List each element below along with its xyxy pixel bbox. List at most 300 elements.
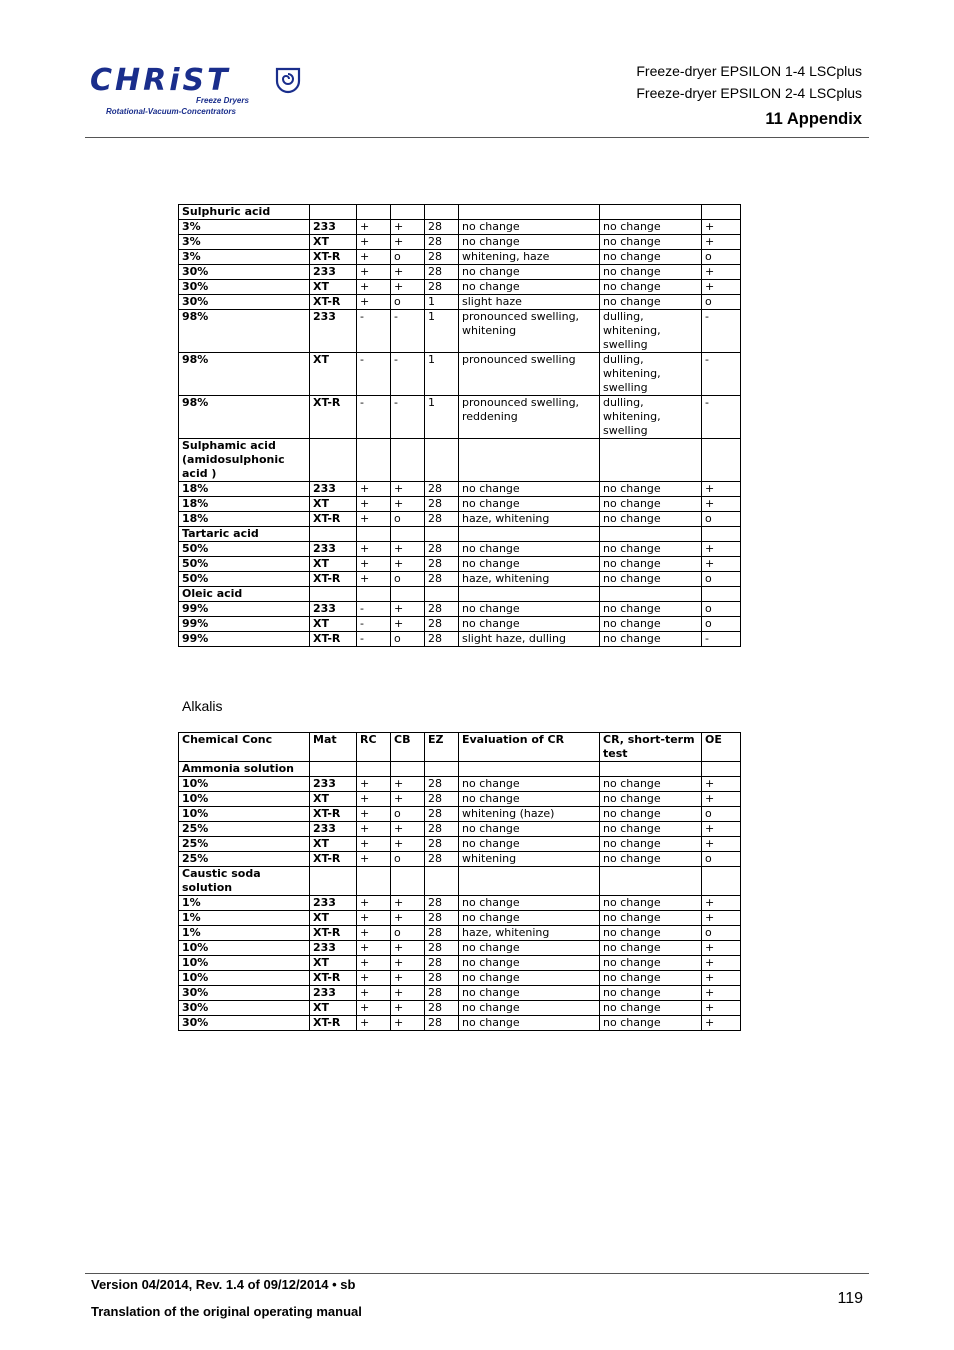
table-cell: 233 [310,310,357,353]
table-cell: + [702,777,741,792]
table-cell: 28 [425,822,459,837]
table-cell: no change [459,220,600,235]
table-row [179,807,741,822]
table-cell: + [357,1016,391,1031]
table-cell [600,762,702,777]
column-header: Mat [310,733,357,762]
christ-logo [90,64,320,120]
table-cell [391,762,425,777]
table-cell: XT [310,911,357,926]
acids-resistance-table [178,204,741,647]
table-row [179,777,741,792]
table-cell: no change [600,822,702,837]
table-cell: o [391,295,425,310]
table-cell: no change [600,497,702,512]
table-cell: 28 [425,602,459,617]
table-cell [310,587,357,602]
table-row [179,837,741,852]
table-cell: 28 [425,807,459,822]
table-cell: no change [459,1016,600,1031]
alkalis-resistance-table [178,732,741,1031]
table-cell: + [357,542,391,557]
table-cell: haze, whitening [459,512,600,527]
table-cell: 10% [179,777,310,792]
table-cell: 233 [310,265,357,280]
table-cell: 28 [425,617,459,632]
table-cell: + [391,896,425,911]
table-cell: 25% [179,852,310,867]
table-cell: XT-R [310,971,357,986]
table-row [179,852,741,867]
table-cell: 10% [179,956,310,971]
table-cell: no change [600,512,702,527]
table-cell: pronounced swelling, whitening [459,310,600,353]
table-row [179,250,741,265]
table-cell [459,762,600,777]
table-row [179,1016,741,1031]
table-cell: XT [310,956,357,971]
table-cell: no change [600,542,702,557]
table-cell: + [391,482,425,497]
table-cell [702,867,741,896]
table-cell: 28 [425,956,459,971]
table-cell: no change [600,557,702,572]
table-cell: 30% [179,1016,310,1031]
table-row [179,295,741,310]
table-cell: 1% [179,926,310,941]
table-row [179,867,741,896]
table-cell: 30% [179,280,310,295]
table-cell: + [357,482,391,497]
table-cell: + [357,497,391,512]
table-cell [425,762,459,777]
table-cell: 1 [425,353,459,396]
header-divider [85,137,869,138]
table-cell: haze, whitening [459,926,600,941]
table-cell: - [357,353,391,396]
table-cell: 18% [179,497,310,512]
table-cell [357,867,391,896]
table-cell: 99% [179,602,310,617]
table-cell: + [702,896,741,911]
table-cell: + [702,280,741,295]
table-cell: 99% [179,617,310,632]
table-cell: o [391,926,425,941]
table-cell: - [702,396,741,439]
table-cell: + [357,896,391,911]
table-cell: no change [459,497,600,512]
table-cell: + [391,971,425,986]
table-cell: no change [600,295,702,310]
table-row [179,941,741,956]
column-header: OE [702,733,741,762]
table-cell: no change [459,617,600,632]
table-cell: 30% [179,295,310,310]
table-cell: haze, whitening [459,572,600,587]
table-cell: no change [600,1016,702,1031]
table-cell: XT [310,1001,357,1016]
table-cell: 10% [179,941,310,956]
table-cell: + [391,837,425,852]
translation-note: Translation of the original operating manual [91,1304,362,1319]
table-cell: 233 [310,602,357,617]
table-row [179,602,741,617]
table-cell: 28 [425,632,459,647]
table-cell: 1% [179,896,310,911]
section-label-alkalis: Alkalis [182,698,223,714]
logo-wordmark: CHRiST [90,63,231,98]
table-cell: + [391,220,425,235]
table-cell [600,587,702,602]
table-cell [357,762,391,777]
table-cell: no change [459,941,600,956]
table-cell: XT-R [310,852,357,867]
table-cell: no change [459,822,600,837]
table-cell [702,205,741,220]
table-cell [425,587,459,602]
table-cell: whitening, haze [459,250,600,265]
table-cell: 18% [179,482,310,497]
table-cell: 1 [425,396,459,439]
table-cell: Tartaric acid [179,527,310,542]
table-row [179,353,741,396]
table-cell: + [702,986,741,1001]
table-cell: + [391,497,425,512]
table-cell [459,205,600,220]
table-cell: 28 [425,777,459,792]
table-cell: - [357,396,391,439]
table-cell: no change [459,896,600,911]
table-cell [357,527,391,542]
table-cell: o [391,512,425,527]
table-cell: 28 [425,497,459,512]
table-cell: - [702,632,741,647]
table-cell: + [391,956,425,971]
table-cell: 28 [425,986,459,1001]
table-cell: Sulphamic acid (amidosulphonic acid ) [179,439,310,482]
table-cell: no change [600,852,702,867]
table-cell: no change [459,777,600,792]
table-row [179,542,741,557]
table-cell: 28 [425,250,459,265]
table-cell: no change [600,572,702,587]
table-cell: 28 [425,1001,459,1016]
table-cell: o [391,632,425,647]
table-cell: no change [459,792,600,807]
table-cell: + [357,220,391,235]
table-cell [391,587,425,602]
table-cell: + [357,265,391,280]
table-cell: no change [600,617,702,632]
table-cell: + [702,956,741,971]
column-header: Chemical Conc [179,733,310,762]
table-cell: XT-R [310,295,357,310]
table-cell: 28 [425,557,459,572]
table-cell: no change [600,792,702,807]
table-cell: + [357,956,391,971]
table-cell [702,587,741,602]
table-row [179,926,741,941]
table-cell: 1% [179,911,310,926]
table-row [179,235,741,250]
table-cell: XT-R [310,250,357,265]
table-cell: 233 [310,896,357,911]
table-cell: 233 [310,542,357,557]
table-cell: 3% [179,250,310,265]
table-cell: o [702,250,741,265]
section-title: 11 Appendix [765,110,862,128]
table-cell: XT-R [310,1016,357,1031]
table-cell: no change [600,837,702,852]
table-cell: - [357,632,391,647]
table-cell: + [391,265,425,280]
table-cell: 98% [179,396,310,439]
table-cell: 1 [425,310,459,353]
table-cell: o [702,807,741,822]
table-row [179,956,741,971]
table-cell: 28 [425,911,459,926]
table-cell: 10% [179,971,310,986]
table-cell: + [702,497,741,512]
table-cell: - [357,617,391,632]
table-cell [357,439,391,482]
table-cell [310,762,357,777]
table-row [179,265,741,280]
table-cell: + [391,542,425,557]
table-cell: no change [600,602,702,617]
table-cell: - [391,310,425,353]
logo-subtitle-rvc: Rotational-Vacuum-Concentrators [106,107,236,116]
table-cell: 28 [425,971,459,986]
table-cell: + [391,822,425,837]
table-cell: + [357,807,391,822]
table-cell: XT [310,235,357,250]
table-cell: - [357,310,391,353]
table-cell: + [357,941,391,956]
table-cell [459,527,600,542]
table-cell: + [357,911,391,926]
table-cell: + [702,822,741,837]
table-cell: whitening (haze) [459,807,600,822]
table-cell: + [391,941,425,956]
table-cell: o [391,250,425,265]
table-cell: dulling, whitening, swelling [600,310,702,353]
table-cell: XT [310,280,357,295]
table-cell: + [391,1016,425,1031]
table-cell: 28 [425,792,459,807]
table-row [179,280,741,295]
table-cell: slight haze, dulling [459,632,600,647]
table-cell [425,439,459,482]
table-row [179,971,741,986]
table-cell: 1 [425,295,459,310]
table-cell: no change [600,971,702,986]
table-row [179,497,741,512]
version-info: Version 04/2014, Rev. 1.4 of 09/12/2014 • sb [91,1277,356,1292]
table-cell [702,527,741,542]
table-row [179,986,741,1001]
table-cell: - [391,353,425,396]
table-cell: + [391,602,425,617]
table-cell: - [702,310,741,353]
table-cell: + [702,1016,741,1031]
table-cell: + [391,557,425,572]
table-cell: 233 [310,822,357,837]
table-cell: XT [310,557,357,572]
table-cell [310,205,357,220]
table-cell: Caustic soda solution [179,867,310,896]
table-cell: no change [600,941,702,956]
column-header: RC [357,733,391,762]
table-cell: no change [600,896,702,911]
table-cell: 233 [310,986,357,1001]
spiral-seal-icon [274,66,302,94]
table-cell [702,762,741,777]
table-cell: 28 [425,926,459,941]
table-cell [391,205,425,220]
table-cell: 30% [179,265,310,280]
table-cell: + [702,837,741,852]
table-cell: 10% [179,792,310,807]
table-cell: 28 [425,542,459,557]
table-cell: + [391,777,425,792]
table-cell [310,439,357,482]
table-row [179,482,741,497]
table-cell: o [702,602,741,617]
table-cell: 28 [425,896,459,911]
table-cell: + [391,792,425,807]
table-cell: + [357,837,391,852]
table-cell: o [702,617,741,632]
table-cell: no change [600,911,702,926]
table-cell: no change [600,250,702,265]
table-cell: + [357,557,391,572]
table-cell: + [702,235,741,250]
table-row [179,557,741,572]
table-cell: 233 [310,220,357,235]
table-cell [310,867,357,896]
table-cell: o [702,512,741,527]
table-cell: no change [459,911,600,926]
table-cell: 28 [425,482,459,497]
column-header: Evaluation of CR [459,733,600,762]
table-cell: XT-R [310,396,357,439]
table-cell: + [357,512,391,527]
table-cell: + [357,1001,391,1016]
table-cell: + [357,295,391,310]
table-cell: + [702,265,741,280]
table-cell [357,587,391,602]
table-cell: 25% [179,837,310,852]
table-cell: 98% [179,353,310,396]
table-cell: XT-R [310,807,357,822]
table-row [179,792,741,807]
table-row [179,220,741,235]
table-cell: 10% [179,807,310,822]
table-cell: no change [459,956,600,971]
table-cell [459,587,600,602]
table-cell: no change [459,482,600,497]
table-cell: 28 [425,572,459,587]
table-row [179,911,741,926]
table-cell [600,867,702,896]
table-cell: o [702,926,741,941]
table-cell: + [391,986,425,1001]
table-cell: + [357,250,391,265]
table-cell: 233 [310,941,357,956]
table-cell: no change [600,482,702,497]
table-row [179,632,741,647]
table-cell [425,867,459,896]
table-cell: no change [600,926,702,941]
table-cell: no change [459,837,600,852]
table-row [179,205,741,220]
table-cell: pronounced swelling, reddening [459,396,600,439]
table-cell: 28 [425,220,459,235]
table-row [179,439,741,482]
table-cell: + [702,971,741,986]
table-cell: no change [600,235,702,250]
table-row [179,617,741,632]
table-cell: + [357,280,391,295]
table-cell: 28 [425,941,459,956]
table-cell [702,439,741,482]
table-cell: 3% [179,220,310,235]
table-cell: 25% [179,822,310,837]
table-cell: XT-R [310,512,357,527]
table-cell: + [357,822,391,837]
table-cell: 50% [179,557,310,572]
table-cell [391,867,425,896]
table-row [179,822,741,837]
table-cell: 50% [179,572,310,587]
table-row [179,762,741,777]
table-cell: no change [600,986,702,1001]
table-cell: 30% [179,1001,310,1016]
table-cell: no change [459,542,600,557]
table-cell [600,527,702,542]
table-cell: 99% [179,632,310,647]
table-cell: no change [459,280,600,295]
logo-subtitle-freeze-dryers: Freeze Dryers [196,96,249,105]
table-cell: + [357,852,391,867]
table-cell: + [702,542,741,557]
table-cell: + [391,1001,425,1016]
table-cell: + [702,220,741,235]
table-cell: + [702,792,741,807]
table-cell: no change [600,807,702,822]
table-row [179,512,741,527]
table-row [179,587,741,602]
table-cell: + [702,941,741,956]
table-row [179,396,741,439]
table-cell: o [702,572,741,587]
table-row [179,572,741,587]
table-cell: dulling, whitening, swelling [600,396,702,439]
table-cell: no change [600,280,702,295]
table-cell: + [391,235,425,250]
table-cell: XT-R [310,926,357,941]
table-cell: XT-R [310,572,357,587]
table-cell: no change [459,602,600,617]
column-header: CB [391,733,425,762]
table-cell [600,205,702,220]
table-cell: no change [600,632,702,647]
table-cell: no change [600,1001,702,1016]
table-cell: + [357,971,391,986]
table-cell: XT [310,837,357,852]
table-cell: 28 [425,512,459,527]
